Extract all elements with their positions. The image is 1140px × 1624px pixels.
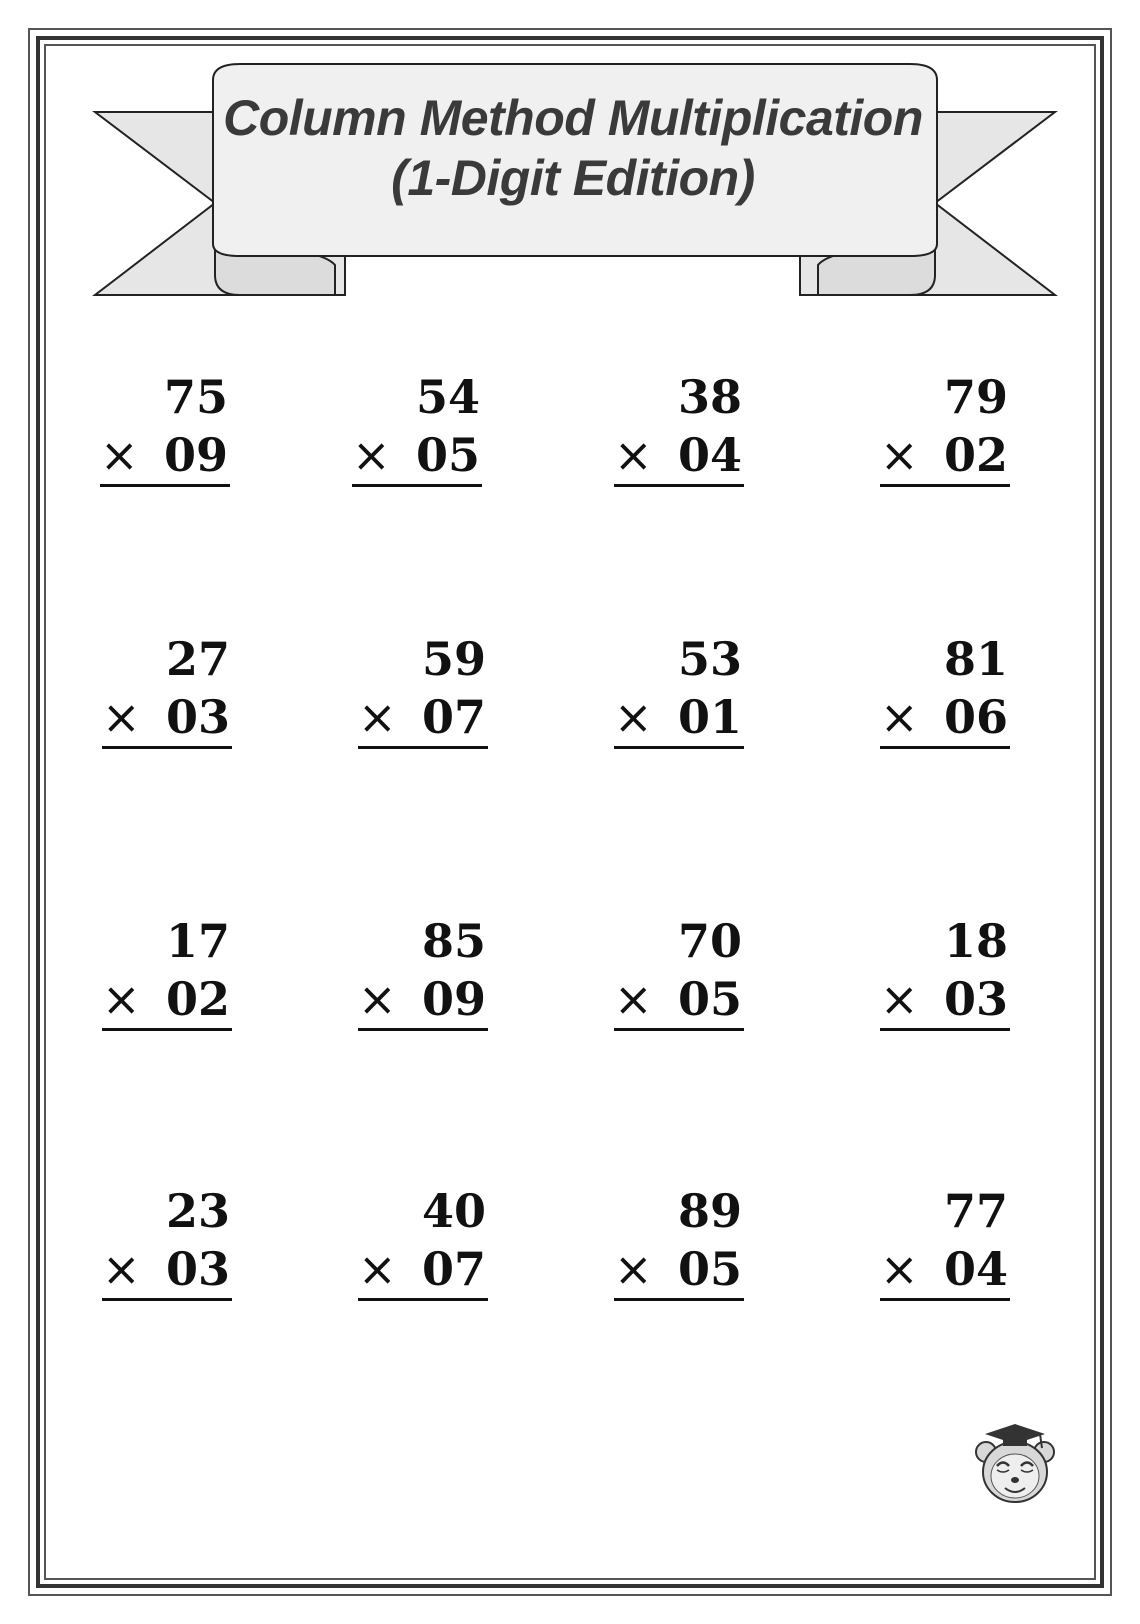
multiplier-row <box>102 970 232 1031</box>
multiplier: 01 <box>677 690 742 744</box>
multiply-sign: × <box>102 1242 141 1296</box>
multiplier: 09 <box>421 972 486 1026</box>
multiplier-row <box>614 970 744 1031</box>
multiplicand: 79 <box>943 370 1008 424</box>
multiply-sign: × <box>880 428 919 482</box>
multiplicand: 54 <box>415 370 480 424</box>
multiplicand: 27 <box>165 632 230 686</box>
multiplier: 02 <box>165 972 230 1026</box>
title-line-1: Column Method Multiplication <box>223 90 923 146</box>
multiplier: 03 <box>165 1242 230 1296</box>
problem-14 <box>358 1182 488 1301</box>
problem-11 <box>614 912 744 1031</box>
multiplicand: 89 <box>677 1184 742 1238</box>
problem-15 <box>614 1182 744 1301</box>
multiplicand: 81 <box>943 632 1008 686</box>
multiplier: 06 <box>943 690 1008 744</box>
multiplicand: 59 <box>421 632 486 686</box>
problem-5 <box>102 630 232 749</box>
multiplicand: 85 <box>421 914 486 968</box>
multiplier: 05 <box>677 1242 742 1296</box>
graduate-mascot-icon <box>970 1418 1060 1508</box>
problem-1 <box>100 368 230 487</box>
multiply-sign: × <box>880 1242 919 1296</box>
multiply-sign: × <box>100 428 139 482</box>
multiplier-row <box>880 970 1010 1031</box>
multiply-sign: × <box>102 690 141 744</box>
problem-3 <box>614 368 744 487</box>
multiplicand: 17 <box>165 914 230 968</box>
multiplier-row <box>102 688 232 749</box>
multiply-sign: × <box>614 972 653 1026</box>
multiplier-row <box>358 1240 488 1301</box>
multiply-sign: × <box>358 972 397 1026</box>
multiplier: 09 <box>163 428 228 482</box>
multiplier-row <box>352 426 482 487</box>
multiplicand: 38 <box>677 370 742 424</box>
multiply-sign: × <box>358 1242 397 1296</box>
problem-9 <box>102 912 232 1031</box>
multiplicand: 53 <box>677 632 742 686</box>
problem-16 <box>880 1182 1010 1301</box>
problem-4 <box>880 368 1010 487</box>
multiplier: 07 <box>421 690 486 744</box>
multiply-sign: × <box>352 428 391 482</box>
problem-10 <box>358 912 488 1031</box>
multiplier-row <box>358 688 488 749</box>
multiplier: 03 <box>165 690 230 744</box>
multiplier-row <box>614 426 744 487</box>
multiplier-row <box>880 1240 1010 1301</box>
multiplier-row <box>880 426 1010 487</box>
multiply-sign: × <box>358 690 397 744</box>
multiplier: 02 <box>943 428 1008 482</box>
worksheet-title <box>213 88 933 208</box>
multiply-sign: × <box>880 972 919 1026</box>
multiplicand: 40 <box>421 1184 486 1238</box>
multiplicand: 75 <box>163 370 228 424</box>
title-line-2: (1-Digit Edition) <box>391 150 755 206</box>
multiplier: 04 <box>677 428 742 482</box>
multiplier-row <box>614 688 744 749</box>
problem-2 <box>352 368 482 487</box>
problem-7 <box>614 630 744 749</box>
problem-6 <box>358 630 488 749</box>
multiplier-row <box>614 1240 744 1301</box>
multiplicand: 70 <box>677 914 742 968</box>
multiplier: 05 <box>415 428 480 482</box>
multiplier: 03 <box>943 972 1008 1026</box>
multiply-sign: × <box>614 428 653 482</box>
multiplier-row <box>100 426 230 487</box>
multiplicand: 23 <box>165 1184 230 1238</box>
multiplicand: 77 <box>943 1184 1008 1238</box>
problem-13 <box>102 1182 232 1301</box>
multiply-sign: × <box>880 690 919 744</box>
problem-8 <box>880 630 1010 749</box>
multiplicand: 18 <box>943 914 1008 968</box>
multiply-sign: × <box>614 1242 653 1296</box>
multiplier: 04 <box>943 1242 1008 1296</box>
multiplier-row <box>358 970 488 1031</box>
multiplier: 05 <box>677 972 742 1026</box>
multiply-sign: × <box>102 972 141 1026</box>
multiplier-row <box>880 688 1010 749</box>
multiplier-row <box>102 1240 232 1301</box>
problem-12 <box>880 912 1010 1031</box>
multiply-sign: × <box>614 690 653 744</box>
multiplier: 07 <box>421 1242 486 1296</box>
